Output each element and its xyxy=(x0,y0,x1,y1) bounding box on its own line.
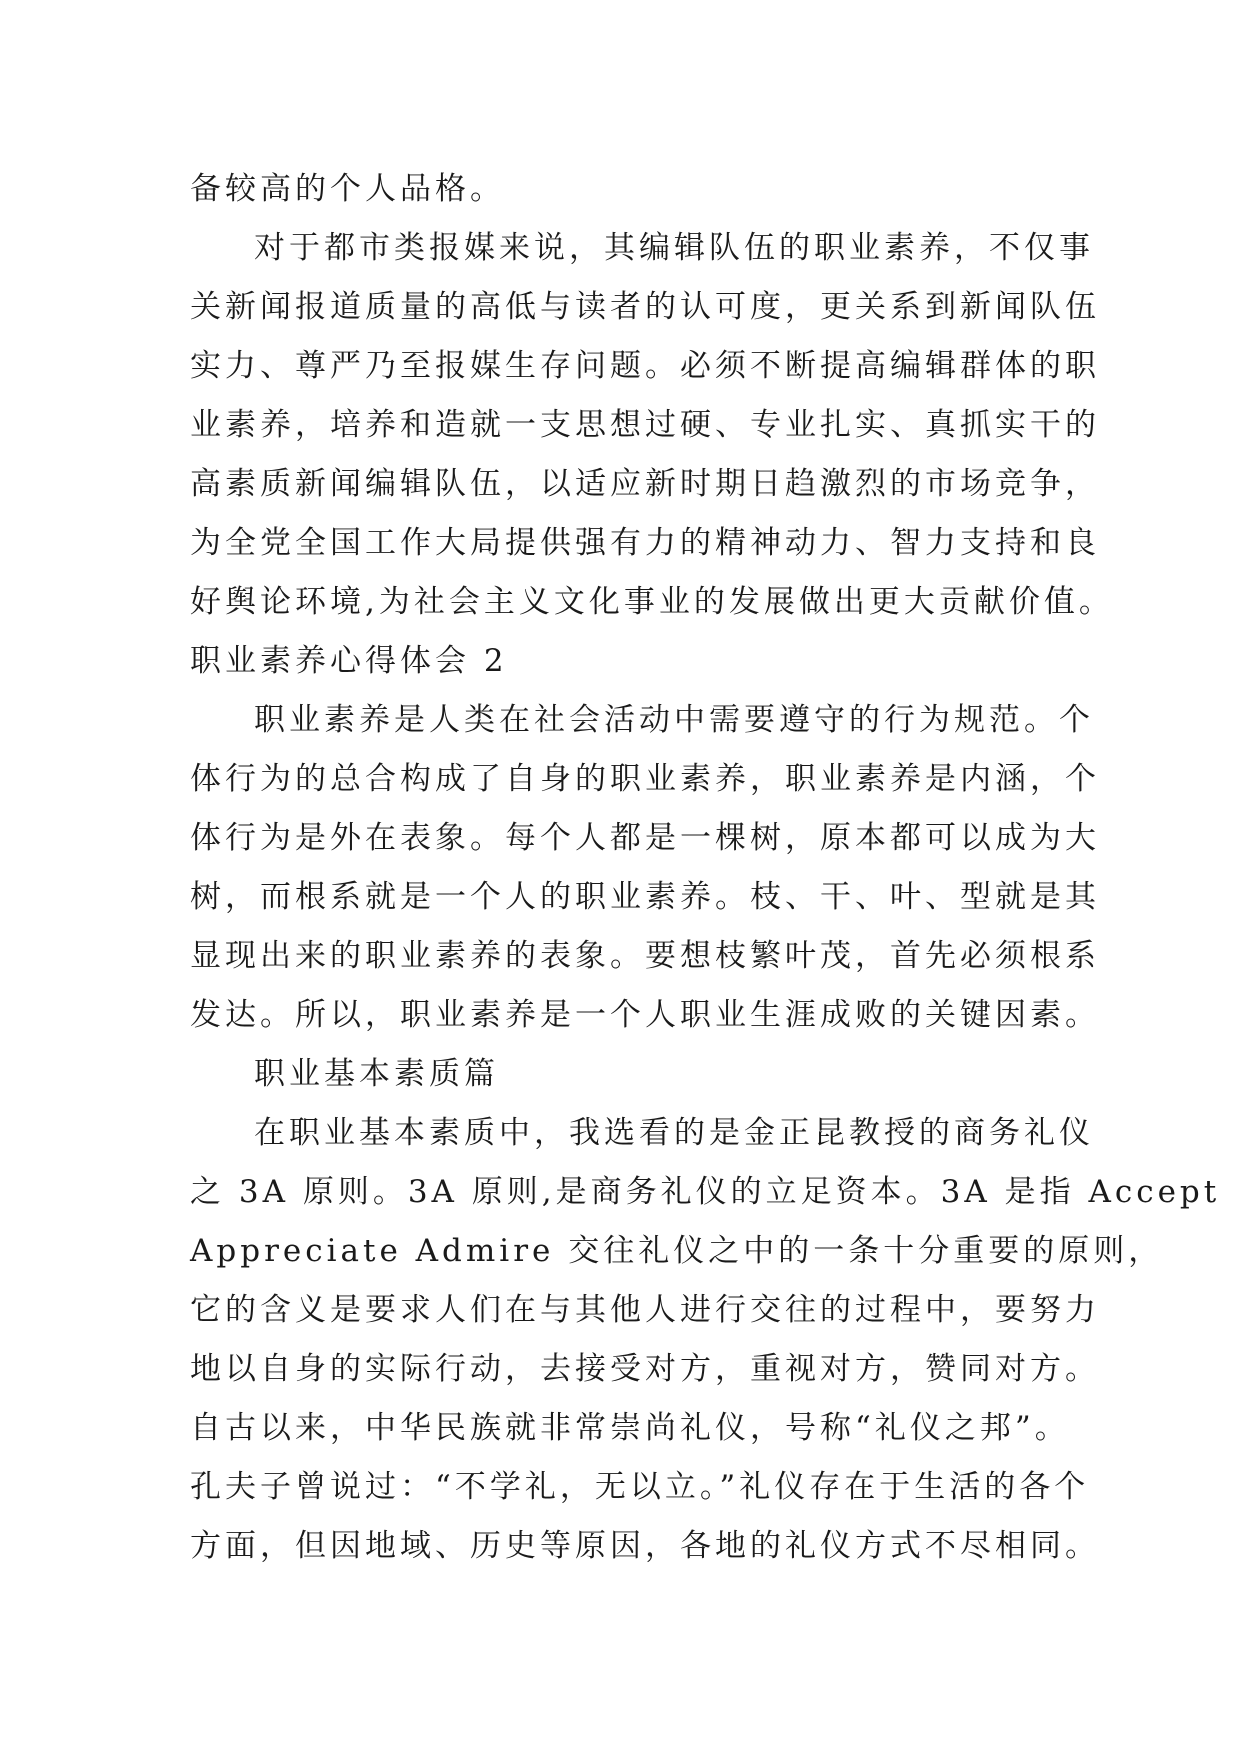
text-line: 树，而根系就是一个人的职业素养。枝、干、叶、型就是其 xyxy=(190,879,1100,915)
text-line: 职业素养是人类在社会活动中需要遵守的行为规范。个 xyxy=(254,702,1094,738)
text-line: 体行为的总合构成了自身的职业素养，职业素养是内涵，个 xyxy=(190,761,1100,797)
text-line: 方面，但因地域、历史等原因，各地的礼仪方式不尽相同。 xyxy=(190,1528,1100,1564)
text-line: 备较高的个人品格。 xyxy=(190,171,505,207)
text-line: 关新闻报道质量的高低与读者的认可度，更关系到新闻队伍 xyxy=(190,289,1100,325)
text-line: 它的含义是要求人们在与其他人进行交往的过程中，要努力 xyxy=(190,1292,1100,1328)
text-line: 体行为是外在表象。每个人都是一棵树，原本都可以成为大 xyxy=(190,820,1100,856)
text-line: 高素质新闻编辑队伍，以适应新时期日趋激烈的市场竞争， xyxy=(190,466,1100,502)
text-line: 发达。所以，职业素养是一个人职业生涯成败的关键因素。 xyxy=(190,997,1100,1033)
text-line: 孔夫子曾说过：“不学礼，无以立。”礼仪存在于生活的各个 xyxy=(190,1469,1090,1505)
text-line: 职业素养心得体会 2 xyxy=(190,643,508,679)
text-line: 显现出来的职业素养的表象。要想枝繁叶茂，首先必须根系 xyxy=(190,938,1100,974)
text-line: 业素养，培养和造就一支思想过硬、专业扎实、真抓实干的 xyxy=(190,407,1100,443)
text-line: 实力、尊严乃至报媒生存问题。必须不断提高编辑群体的职 xyxy=(190,348,1100,384)
text-line: 职业基本素质篇 xyxy=(254,1056,499,1092)
text-line: 之 3A 原则。3A 原则,是商务礼仪的立足资本。3A 是指 Accept xyxy=(190,1174,1221,1210)
text-line: 在职业基本素质中，我选看的是金正昆教授的商务礼仪 xyxy=(254,1115,1094,1151)
text-line: 地以自身的实际行动，去接受对方，重视对方，赞同对方。 xyxy=(190,1351,1100,1387)
text-line: 好舆论环境,为社会主义文化事业的发展做出更大贡献价值。 xyxy=(190,584,1114,620)
text-line: 对于都市类报媒来说，其编辑队伍的职业素养，不仅事 xyxy=(254,230,1094,266)
text-line: 为全党全国工作大局提供强有力的精神动力、智力支持和良 xyxy=(190,525,1100,561)
document-body xyxy=(190,160,1221,1576)
text-line: Appreciate Admire 交往礼仪之中的一条十分重要的原则， xyxy=(190,1233,1164,1269)
text-line: 自古以来，中华民族就非常崇尚礼仪，号称“礼仪之邦”。 xyxy=(190,1410,1070,1446)
